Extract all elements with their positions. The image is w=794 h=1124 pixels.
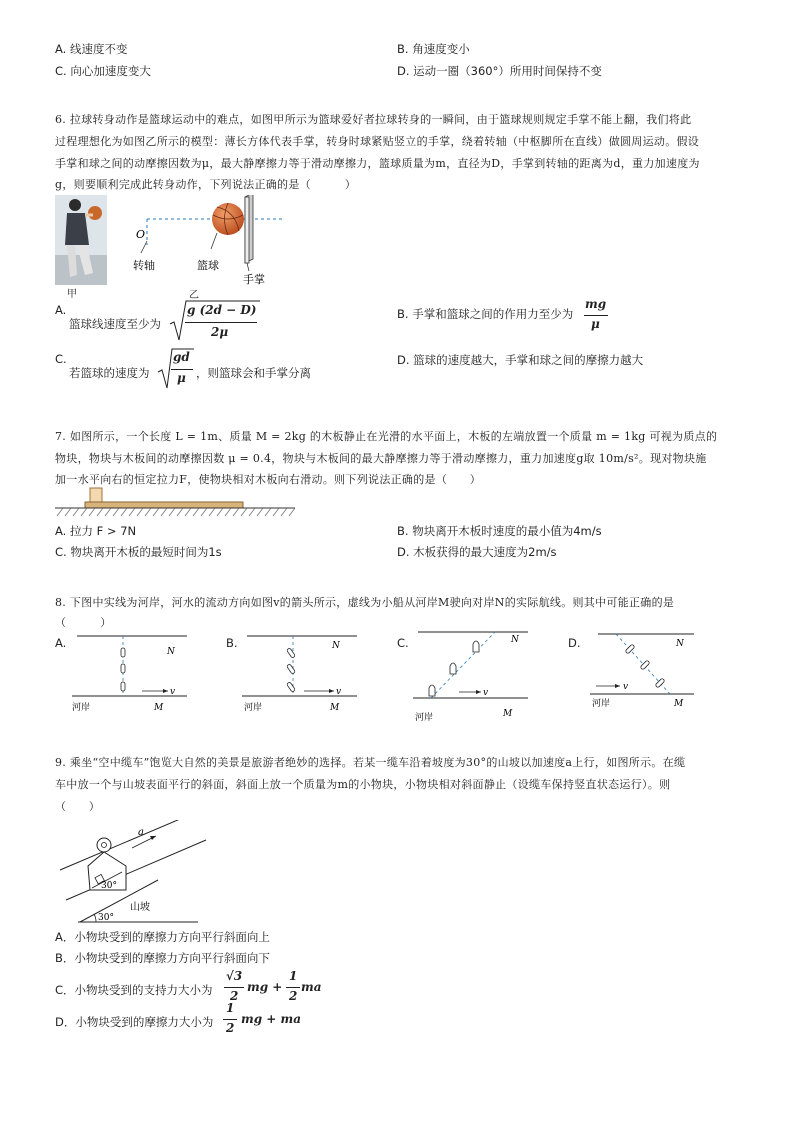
q9-option-c-mid: mg + (247, 980, 283, 994)
q6-axis-label: 转轴 (133, 259, 155, 272)
q9-slope-label: 山坡 (130, 902, 150, 913)
q9-option-c-bar1 (224, 987, 244, 988)
q8-stem-line-1: 8. 下图中实线为河岸，河水的流动方向如图v的箭头所示，虚线为小船从河岸M驶向对岸N的实际航线。则其中可能正确的是 (55, 596, 675, 609)
q8-a-n: N (167, 647, 175, 657)
q6-fig-jia-label: 甲 (67, 289, 77, 300)
q6-option-a-num: g (2d − D) (187, 303, 257, 317)
q9-cable-car-diagram (58, 820, 208, 926)
q6-ball-label: 篮球 (197, 259, 219, 272)
q9-option-c-den1: 2 (230, 989, 239, 1003)
q8-d-m: M (674, 699, 684, 709)
q8-option-a-label: A. (55, 636, 67, 650)
q8-a-m: M (154, 703, 164, 713)
q9-option-c-den2: 2 (289, 989, 298, 1003)
q8-a-v: v (170, 687, 176, 697)
q6-stem-line-1: 6. 拉球转身动作是篮球运动中的难点，如图甲所示为篮球爱好者拉球转身的一瞬间，由于篮球规则规定手掌不能上翻，我们将此 (55, 113, 692, 126)
q9-option-b: B．小物块受到的摩擦力方向平行斜面向下 (55, 951, 270, 965)
q6-option-a-text: 篮球线速度至少为 (69, 317, 161, 331)
q9-option-c-text: C．小物块受到的支持力大小为 (55, 983, 213, 997)
q9-option-d-bar (223, 1019, 237, 1020)
q5-option-c: C. 向心加速度变大 (55, 64, 151, 78)
q9-option-a: A．小物块受到的摩擦力方向平行斜面向上 (55, 930, 270, 944)
q7-option-c: C. 物块离开木板的最短时间为1s (55, 545, 222, 559)
q9-option-c-end: ma (301, 980, 322, 994)
q6-option-c-tail: ，则篮球会和手掌分离 (196, 366, 311, 380)
q6-option-d: D. 篮球的速度越大，手掌和球之间的摩擦力越大 (397, 353, 644, 367)
q9-angle-1: 30° (101, 881, 117, 891)
q7-board-diagram (55, 486, 297, 518)
q7-stem-line-3: 加一水平向右的恒定拉力F，使物块相对木板向右滑动。则下列说法正确的是（ ） (55, 473, 482, 486)
q8-a-bank: 河岸 (72, 703, 91, 713)
q7-stem-line-2: 物块，物块与木板间的动摩擦因数 μ = 0.4，物块与木板间的最大静摩擦力等于滑动摩擦力，重力加速度g取 10m/s²。现对物块施 (55, 452, 707, 465)
q8-c-v: v (483, 688, 489, 698)
q8-stem-line-2: （ ） (55, 616, 112, 629)
q8-diagram-a (72, 628, 192, 720)
q9-option-d-num: 1 (226, 1001, 235, 1015)
board-icon (85, 502, 243, 508)
q8-b-n: N (332, 641, 340, 651)
q6-o-label: O (136, 228, 146, 241)
q9-option-c-num2: 1 (289, 969, 298, 983)
q8-option-c-label: C. (397, 636, 409, 650)
q6-palm-label: 手掌 (243, 273, 265, 286)
q7-option-b: B. 物块离开木板时速度的最小值为4m/s (397, 524, 602, 538)
q9-a-label: a (138, 827, 144, 838)
q6-option-c-den: μ (177, 371, 186, 385)
q8-diagram-c (413, 626, 533, 722)
q8-d-n: N (676, 639, 684, 649)
q9-option-d-den: 2 (226, 1021, 235, 1035)
q5-option-d: D. 运动一圈（360°）所用时间保持不变 (397, 64, 602, 78)
q8-c-n: N (511, 635, 519, 645)
q9-angle-2: 30° (98, 913, 114, 923)
q8-b-m: M (330, 703, 340, 713)
q6-stem-line-3: 手掌和球之间的动摩擦因数为μ，最大静摩擦力等于滑动摩擦力，篮球质量为m，直径为D，手掌到转轴的距离为d，重力加速度为 (55, 157, 700, 170)
q6-option-c-bar (171, 369, 193, 370)
q9-option-d-text: D．小物块受到的摩擦力大小为 (55, 1015, 214, 1029)
q6-diagram-figure-yi (125, 195, 285, 290)
q9-stem-line-1: 9. 乘坐“空中缆车”饱览大自然的美景是旅游者绝妙的选择。若某一缆车沿着坡度为30°的山坡以加速度a上行，如图所示。在缆 (55, 756, 686, 769)
q6-option-b-den: μ (591, 317, 600, 331)
q6-fig-yi-label: 乙 (189, 290, 199, 301)
q9-option-c-bar2 (286, 987, 300, 988)
q6-option-c-text: 若篮球的速度为 (69, 366, 150, 380)
q8-d-v: v (623, 682, 629, 692)
q9-stem-line-2: 车中放一个与山坡表面平行的斜面，斜面上放一个质量为m的小物块，小物块相对斜面静止（设缆车保持竖直状态运行）。则 (55, 778, 671, 791)
q6-stem-line-4: g，则要顺利完成此转身动作，下列说法正确的是（ ） (55, 178, 357, 191)
q8-c-m: M (503, 709, 513, 719)
q8-d-bank: 河岸 (592, 699, 611, 709)
q8-b-v: v (336, 687, 342, 697)
q7-option-d: D. 木板获得的最大速度为2m/s (397, 545, 557, 559)
q6-option-a-bar (185, 322, 257, 323)
q9-stem-line-3: （ ） (55, 800, 101, 813)
q8-option-d-label: D. (568, 636, 581, 650)
q6-option-b-text: B. 手掌和篮球之间的作用力至少为 (397, 307, 574, 321)
q9-option-c-num1: √3 (226, 969, 243, 983)
q6-photo-figure-jia (55, 195, 107, 285)
q8-diagram-d (590, 626, 700, 716)
q8-diagram-b (242, 628, 362, 720)
q7-option-a: A. 拉力 F > 7N (55, 524, 137, 538)
q6-option-a-prefix: A. (55, 303, 67, 317)
q6-option-a-den: 2μ (211, 325, 229, 339)
q6-stem-line-2: 过程理想化为如图乙所示的模型：薄长方体代表手掌，转身时球紧贴竖立的手掌，绕着转轴（中枢脚所在直线）做圆周运动。假设 (55, 135, 700, 148)
q8-c-bank: 河岸 (415, 713, 434, 722)
q6-option-b-bar (584, 315, 608, 316)
q9-option-d-end: mg + ma (241, 1012, 301, 1026)
q6-option-c-prefix: C. (55, 352, 67, 366)
q6-option-b-num: mg (585, 297, 607, 311)
block-icon (90, 488, 102, 502)
q7-stem-line-1: 7. 如图所示，一个长度 L = 1m、质量 M = 2kg 的木板静止在光滑的水平面上，木板的左端放置一个质量 m = 1kg 可视为质点的 (55, 430, 718, 443)
q8-b-bank: 河岸 (244, 703, 263, 713)
q8-option-b-label: B. (226, 636, 238, 650)
q5-option-b: B. 角速度变小 (397, 42, 470, 56)
q6-option-c-num: gd (173, 350, 190, 364)
q5-option-a: A. 线速度不变 (55, 42, 128, 56)
